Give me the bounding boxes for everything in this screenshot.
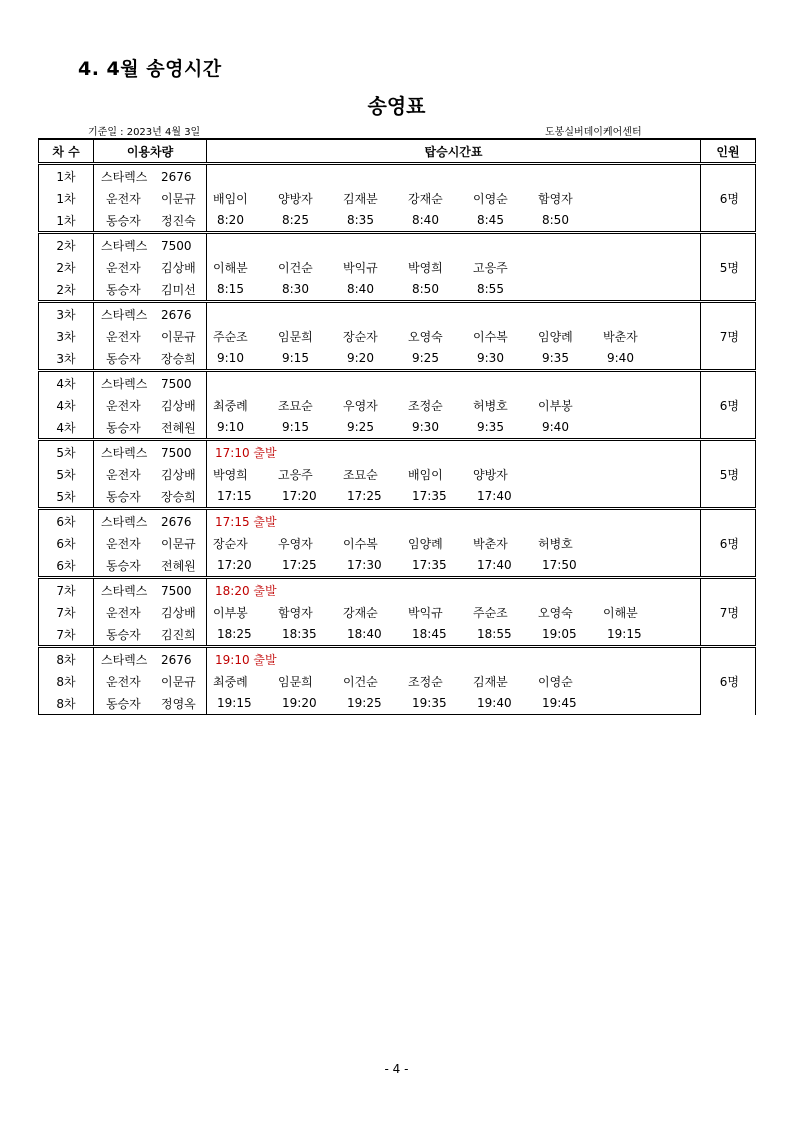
order-cell: 7차 <box>39 623 94 647</box>
driver-cell <box>94 187 207 209</box>
table-row <box>39 623 756 647</box>
passenger-name: 박춘자 <box>473 536 508 551</box>
passenger-list <box>207 187 701 209</box>
boarding-time: 8:35 <box>347 213 374 227</box>
passenger-name: 고응주 <box>473 260 508 275</box>
vehicle-name: 스타렉스 <box>101 514 148 529</box>
table-header-row <box>39 139 756 164</box>
driver-label: 운전자 <box>106 536 141 551</box>
boarding-time: 8:50 <box>542 213 569 227</box>
driver-cell <box>94 601 207 623</box>
departure-cell <box>207 440 701 464</box>
header-count: 인원 <box>701 139 756 164</box>
boarding-time: 19:40 <box>477 696 512 710</box>
table-row <box>39 509 756 533</box>
boarding-time: 19:20 <box>282 696 317 710</box>
passenger-name: 최중례 <box>213 674 248 689</box>
shuttle-schedule-table <box>38 138 756 715</box>
boarding-time: 17:50 <box>542 558 577 572</box>
document-title: 송영표 <box>367 94 426 118</box>
vehicle-cell <box>94 647 207 671</box>
order-cell: 3차 <box>39 347 94 371</box>
order-cell: 1차 <box>39 187 94 209</box>
departure-cell <box>207 647 701 671</box>
escort-cell <box>94 692 207 715</box>
departure-time <box>213 169 215 183</box>
departure-time <box>213 376 215 390</box>
passenger-list <box>207 463 701 485</box>
passenger-name: 박영희 <box>408 260 443 275</box>
schedule-group <box>39 440 756 509</box>
order-cell: 4차 <box>39 371 94 395</box>
boarding-time: 8:25 <box>282 213 309 227</box>
passenger-name: 박영희 <box>213 467 248 482</box>
count-cell: 6명 <box>701 164 756 233</box>
order-cell: 7차 <box>39 601 94 623</box>
vehicle-name: 스타렉스 <box>101 652 148 667</box>
driver-name: 김상배 <box>161 260 196 275</box>
driver-label: 운전자 <box>106 191 141 206</box>
passenger-name: 이수복 <box>343 536 378 551</box>
boarding-time: 17:20 <box>282 489 317 503</box>
vehicle-plate: 2676 <box>161 307 192 322</box>
passenger-name: 김재분 <box>473 674 508 689</box>
table-row <box>39 164 756 188</box>
boarding-time: 9:25 <box>412 351 439 365</box>
schedule-group <box>39 233 756 302</box>
vehicle-cell <box>94 302 207 326</box>
vehicle-plate: 2676 <box>161 514 192 529</box>
escort-name: 정진숙 <box>161 213 196 228</box>
vehicle-plate: 7500 <box>161 376 192 391</box>
departure-time <box>213 307 215 321</box>
passenger-name: 함영자 <box>538 191 573 206</box>
passenger-list <box>207 532 701 554</box>
passenger-name: 김재분 <box>343 191 378 206</box>
order-cell: 2차 <box>39 278 94 302</box>
passenger-name: 허병호 <box>473 398 508 413</box>
departure-time: 18:20 출발 <box>215 583 277 598</box>
table-row <box>39 209 756 233</box>
boarding-time-list <box>207 623 701 647</box>
vehicle-cell <box>94 578 207 602</box>
driver-cell <box>94 256 207 278</box>
passenger-name: 배임이 <box>213 191 248 206</box>
order-cell: 6차 <box>39 509 94 533</box>
passenger-name: 조정순 <box>408 674 443 689</box>
schedule-group <box>39 164 756 233</box>
table-row <box>39 347 756 371</box>
boarding-time: 9:35 <box>542 351 569 365</box>
boarding-time: 9:30 <box>477 351 504 365</box>
table-row <box>39 601 756 623</box>
escort-label: 동승자 <box>106 351 141 366</box>
boarding-time: 9:35 <box>477 420 504 434</box>
passenger-name: 이부봉 <box>213 605 248 620</box>
boarding-time: 8:15 <box>217 282 244 296</box>
passenger-name: 주순조 <box>213 329 248 344</box>
boarding-time: 8:55 <box>477 282 504 296</box>
passenger-name: 장순자 <box>343 329 378 344</box>
boarding-time: 17:25 <box>347 489 382 503</box>
vehicle-cell <box>94 509 207 533</box>
escort-label: 동승자 <box>106 489 141 504</box>
boarding-time: 18:45 <box>412 627 447 641</box>
vehicle-cell <box>94 233 207 257</box>
count-cell: 5명 <box>701 233 756 302</box>
table-row <box>39 647 756 671</box>
boarding-time: 19:15 <box>607 627 642 641</box>
driver-name: 김상배 <box>161 605 196 620</box>
driver-label: 운전자 <box>106 605 141 620</box>
passenger-name: 배임이 <box>408 467 443 482</box>
escort-label: 동승자 <box>106 420 141 435</box>
schedule-group <box>39 578 756 647</box>
escort-name: 장승희 <box>161 489 196 504</box>
passenger-name: 이부봉 <box>538 398 573 413</box>
boarding-time: 19:35 <box>412 696 447 710</box>
escort-cell <box>94 278 207 302</box>
passenger-name: 주순조 <box>473 605 508 620</box>
boarding-time: 9:10 <box>217 351 244 365</box>
boarding-time-list <box>207 347 701 371</box>
order-cell: 3차 <box>39 302 94 326</box>
escort-cell <box>94 416 207 440</box>
passenger-list <box>207 394 701 416</box>
vehicle-name: 스타렉스 <box>101 583 148 598</box>
base-date: 기준일 : 2023년 4월 3일 <box>88 127 201 138</box>
escort-cell <box>94 485 207 509</box>
boarding-time: 9:20 <box>347 351 374 365</box>
table-row <box>39 485 756 509</box>
vehicle-plate: 2676 <box>161 169 192 184</box>
boarding-time: 18:55 <box>477 627 512 641</box>
driver-cell <box>94 394 207 416</box>
boarding-time: 17:15 <box>217 489 252 503</box>
passenger-name: 이해분 <box>603 605 638 620</box>
escort-label: 동승자 <box>106 213 141 228</box>
passenger-name: 임양례 <box>538 329 573 344</box>
page-number: - 4 - <box>384 1062 409 1076</box>
table-row <box>39 440 756 464</box>
passenger-name: 장순자 <box>213 536 248 551</box>
departure-cell <box>207 302 701 326</box>
order-cell: 7차 <box>39 578 94 602</box>
boarding-time: 9:40 <box>542 420 569 434</box>
passenger-name: 강재순 <box>408 191 443 206</box>
escort-label: 동승자 <box>106 558 141 573</box>
boarding-time: 9:30 <box>412 420 439 434</box>
passenger-name: 함영자 <box>278 605 313 620</box>
vehicle-plate: 7500 <box>161 583 192 598</box>
boarding-time-list <box>207 692 701 715</box>
table-row <box>39 371 756 395</box>
vehicle-name: 스타렉스 <box>101 445 148 460</box>
passenger-name: 박춘자 <box>603 329 638 344</box>
passenger-name: 임문희 <box>278 674 313 689</box>
table-row <box>39 256 756 278</box>
driver-name: 이문규 <box>161 329 196 344</box>
passenger-name: 최중례 <box>213 398 248 413</box>
boarding-time: 19:05 <box>542 627 577 641</box>
driver-name: 김상배 <box>161 398 196 413</box>
passenger-name: 양방자 <box>473 467 508 482</box>
passenger-name: 이영순 <box>473 191 508 206</box>
departure-cell <box>207 509 701 533</box>
passenger-name: 우영자 <box>278 536 313 551</box>
boarding-time: 8:45 <box>477 213 504 227</box>
boarding-time: 8:30 <box>282 282 309 296</box>
vehicle-plate: 7500 <box>161 238 192 253</box>
boarding-time: 8:40 <box>412 213 439 227</box>
header-vehicle: 이용차량 <box>94 139 207 164</box>
order-cell: 5차 <box>39 440 94 464</box>
passenger-name: 이영순 <box>538 674 573 689</box>
driver-cell <box>94 670 207 692</box>
center-name: 도봉실버데이케어센터 <box>545 127 642 138</box>
count-cell: 6명 <box>701 647 756 715</box>
boarding-time: 17:35 <box>412 489 447 503</box>
driver-name: 이문규 <box>161 674 196 689</box>
count-cell: 7명 <box>701 302 756 371</box>
passenger-name: 강재순 <box>343 605 378 620</box>
boarding-time-list <box>207 209 701 233</box>
schedule-group <box>39 371 756 440</box>
driver-cell <box>94 463 207 485</box>
boarding-time-list <box>207 416 701 440</box>
escort-name: 전혜원 <box>161 420 196 435</box>
boarding-time: 17:40 <box>477 558 512 572</box>
departure-cell <box>207 233 701 257</box>
vehicle-cell <box>94 440 207 464</box>
vehicle-name: 스타렉스 <box>101 307 148 322</box>
table-row <box>39 187 756 209</box>
passenger-name: 고응주 <box>278 467 313 482</box>
driver-label: 운전자 <box>106 329 141 344</box>
table-row <box>39 463 756 485</box>
escort-name: 전혜원 <box>161 558 196 573</box>
boarding-time: 8:20 <box>217 213 244 227</box>
passenger-name: 오영숙 <box>408 329 443 344</box>
vehicle-plate: 2676 <box>161 652 192 667</box>
boarding-time-list <box>207 554 701 578</box>
table-row <box>39 532 756 554</box>
boarding-time: 18:35 <box>282 627 317 641</box>
count-cell: 6명 <box>701 509 756 578</box>
passenger-name: 조묘순 <box>343 467 378 482</box>
table-row <box>39 670 756 692</box>
escort-cell <box>94 554 207 578</box>
boarding-time: 8:40 <box>347 282 374 296</box>
boarding-time: 17:40 <box>477 489 512 503</box>
escort-cell <box>94 347 207 371</box>
boarding-time: 18:40 <box>347 627 382 641</box>
escort-label: 동승자 <box>106 282 141 297</box>
escort-name: 정영옥 <box>161 696 196 711</box>
passenger-name: 조정순 <box>408 398 443 413</box>
table-row <box>39 325 756 347</box>
section-title: 4. 4월 송영시간 <box>78 58 222 80</box>
escort-name: 김미선 <box>161 282 196 297</box>
passenger-name: 임양례 <box>408 536 443 551</box>
driver-name: 이문규 <box>161 191 196 206</box>
boarding-time: 19:45 <box>542 696 577 710</box>
count-cell: 6명 <box>701 371 756 440</box>
header-order: 차 수 <box>39 139 94 164</box>
passenger-name: 조묘순 <box>278 398 313 413</box>
boarding-time: 17:20 <box>217 558 252 572</box>
boarding-time: 18:25 <box>217 627 252 641</box>
vehicle-cell <box>94 371 207 395</box>
departure-cell <box>207 371 701 395</box>
order-cell: 4차 <box>39 416 94 440</box>
escort-cell <box>94 623 207 647</box>
boarding-time-list <box>207 485 701 509</box>
vehicle-cell <box>94 164 207 188</box>
driver-cell <box>94 532 207 554</box>
boarding-time: 9:15 <box>282 420 309 434</box>
table-row <box>39 394 756 416</box>
count-cell: 7명 <box>701 578 756 647</box>
vehicle-plate: 7500 <box>161 445 192 460</box>
order-cell: 6차 <box>39 532 94 554</box>
header-boarding-times: 탑승시간표 <box>207 139 701 164</box>
passenger-name: 양방자 <box>278 191 313 206</box>
passenger-list <box>207 256 701 278</box>
vehicle-name: 스타렉스 <box>101 376 148 391</box>
passenger-name: 박익규 <box>408 605 443 620</box>
order-cell: 2차 <box>39 233 94 257</box>
passenger-name: 이건순 <box>343 674 378 689</box>
passenger-name: 오영숙 <box>538 605 573 620</box>
driver-label: 운전자 <box>106 674 141 689</box>
order-cell: 3차 <box>39 325 94 347</box>
escort-name: 김진희 <box>161 627 196 642</box>
schedule-group <box>39 509 756 578</box>
table-row <box>39 554 756 578</box>
table-row <box>39 578 756 602</box>
driver-name: 이문규 <box>161 536 196 551</box>
driver-label: 운전자 <box>106 467 141 482</box>
departure-time <box>213 238 215 252</box>
escort-label: 동승자 <box>106 627 141 642</box>
count-cell: 5명 <box>701 440 756 509</box>
table-row <box>39 278 756 302</box>
passenger-name: 박익규 <box>343 260 378 275</box>
departure-time: 17:10 출발 <box>215 445 277 460</box>
boarding-time: 19:15 <box>217 696 252 710</box>
vehicle-name: 스타렉스 <box>101 169 148 184</box>
boarding-time: 17:25 <box>282 558 317 572</box>
passenger-list <box>207 325 701 347</box>
departure-time: 19:10 출발 <box>215 652 277 667</box>
boarding-time: 17:30 <box>347 558 382 572</box>
vehicle-name: 스타렉스 <box>101 238 148 253</box>
boarding-time: 17:35 <box>412 558 447 572</box>
passenger-name: 이건순 <box>278 260 313 275</box>
order-cell: 8차 <box>39 647 94 671</box>
escort-cell <box>94 209 207 233</box>
boarding-time: 8:50 <box>412 282 439 296</box>
table-row <box>39 692 756 715</box>
order-cell: 2차 <box>39 256 94 278</box>
passenger-name: 이해분 <box>213 260 248 275</box>
boarding-time: 9:10 <box>217 420 244 434</box>
schedule-group <box>39 302 756 371</box>
departure-cell <box>207 164 701 188</box>
departure-cell <box>207 578 701 602</box>
driver-label: 운전자 <box>106 260 141 275</box>
order-cell: 6차 <box>39 554 94 578</box>
table-row <box>39 416 756 440</box>
departure-time: 17:15 출발 <box>215 514 277 529</box>
boarding-time-list <box>207 278 701 302</box>
order-cell: 4차 <box>39 394 94 416</box>
boarding-time: 19:25 <box>347 696 382 710</box>
driver-label: 운전자 <box>106 398 141 413</box>
order-cell: 5차 <box>39 463 94 485</box>
order-cell: 5차 <box>39 485 94 509</box>
escort-name: 장승희 <box>161 351 196 366</box>
order-cell: 8차 <box>39 692 94 715</box>
schedule-group <box>39 647 756 715</box>
order-cell: 1차 <box>39 164 94 188</box>
boarding-time: 9:15 <box>282 351 309 365</box>
passenger-list <box>207 670 701 692</box>
table-row <box>39 233 756 257</box>
driver-name: 김상배 <box>161 467 196 482</box>
passenger-name: 임문희 <box>278 329 313 344</box>
order-cell: 1차 <box>39 209 94 233</box>
boarding-time: 9:25 <box>347 420 374 434</box>
driver-cell <box>94 325 207 347</box>
passenger-name: 우영자 <box>343 398 378 413</box>
table-row <box>39 302 756 326</box>
passenger-name: 허병호 <box>538 536 573 551</box>
order-cell: 8차 <box>39 670 94 692</box>
passenger-name: 이수복 <box>473 329 508 344</box>
boarding-time: 9:40 <box>607 351 634 365</box>
passenger-list <box>207 601 701 623</box>
escort-label: 동승자 <box>106 696 141 711</box>
